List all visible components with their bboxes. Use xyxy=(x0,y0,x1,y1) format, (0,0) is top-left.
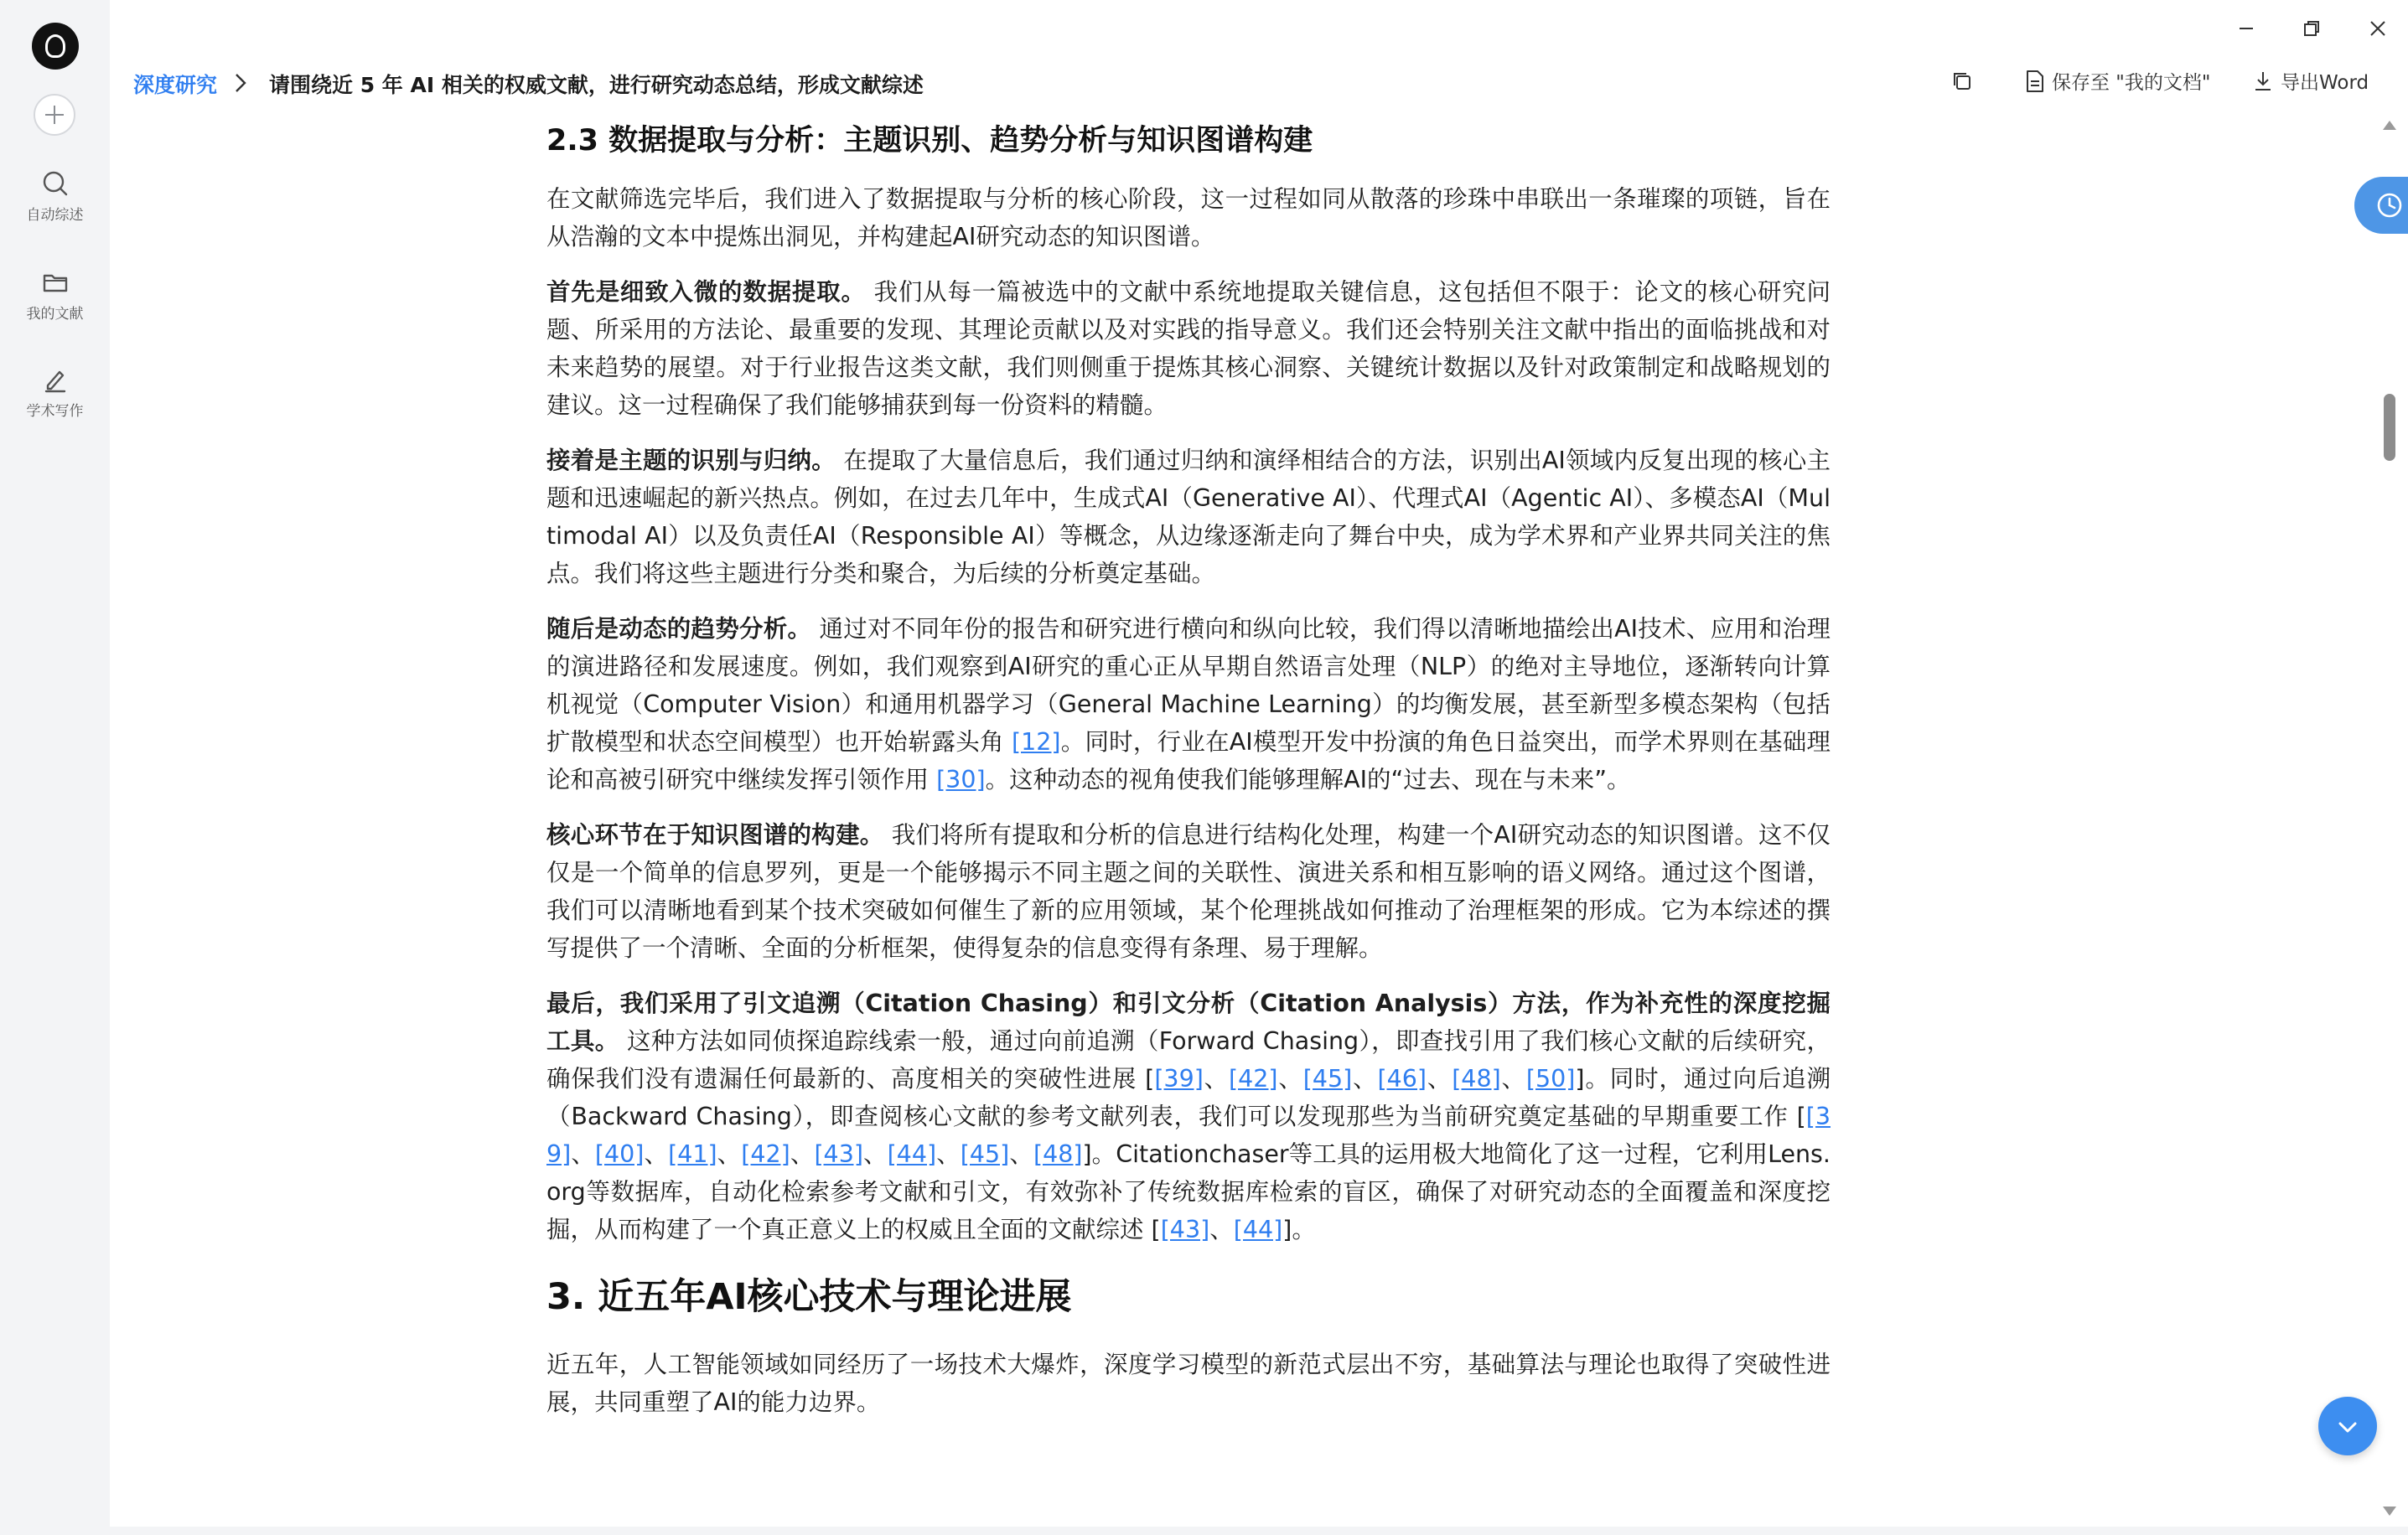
citation-link[interactable]: [44] xyxy=(1233,1216,1283,1243)
citation-link[interactable]: [43] xyxy=(1160,1216,1210,1243)
citation-link[interactable]: [40] xyxy=(594,1140,645,1168)
scrollbar-thumb[interactable] xyxy=(2384,394,2395,461)
app-logo[interactable] xyxy=(32,23,79,70)
history-button[interactable] xyxy=(2354,177,2408,234)
citation-link[interactable]: [45] xyxy=(1302,1065,1353,1093)
lead-bold: 核心环节在于知识图谱的构建。 xyxy=(546,821,884,849)
lead-bold: 最后，我们采用了引文追溯（Citation Chasing）和引文分析（Citation Analysis）方法，作为补充性的深度挖掘工具。 xyxy=(546,990,1831,1055)
document-icon xyxy=(2025,70,2045,93)
title-bar xyxy=(110,0,2408,114)
citation-link[interactable]: [46] xyxy=(1377,1065,1427,1093)
paragraph: 最后，我们采用了引文追溯（Citation Chasing）和引文分析（Citation Analysis）方法，作为补充性的深度挖掘工具。 这种方法如同侦探追踪线索一般，通过向前追溯（Forward Chasing），即查找引用了我们核心文献的后续研究，确保我们没有遗漏任何最新的、高度相关的突破性进展 [[39]、[42]、[45]、[46]、[48]、[50]]。同时，通过向后追溯（Backward Chasing），即查阅核心文献的参考文献列表，我们可以发现那些为当前研究奠定基础的早期重要工作 [[39]、[40]、[41]、[42]、[43]、[44]、[45]、[48]]。Citationchaser等工具的运用极大地简化了这一过程，它利用Lens.org等数据库，自动化检索参考文献和引文，有效弥补了传统数据库检索的盲区，确保了对研究动态的全面覆盖和深度挖掘，从而构建了一个真正意义上的权威且全面的文献综述 [[43]、[44]]。 xyxy=(546,990,1831,1243)
folder-icon xyxy=(41,268,70,297)
paragraph: 近五年，人工智能领域如同经历了一场技术大爆炸，深度学习模型的新范式层出不穷，基础算法与理论也取得了突破性进展，共同重塑了AI的能力边界。 xyxy=(546,1351,1831,1416)
citation-link[interactable]: [30] xyxy=(936,766,986,793)
export-word-button[interactable] xyxy=(2252,67,2369,95)
minimize-icon[interactable] xyxy=(2229,12,2263,45)
paragraph: 在文献筛选完毕后，我们进入了数据提取与分析的核心阶段，这一过程如同从散落的珍珠中串联出一条璀璨的项链，旨在从浩瀚的文本中提炼出洞见，并构建起AI研究动态的知识图谱。 xyxy=(546,185,1831,251)
section-heading-2-3: 2.3 数据提取与分析：主题识别、趋势分析与知识图谱构建 xyxy=(546,124,1313,158)
pen-icon xyxy=(41,365,70,394)
scrollbar[interactable] xyxy=(2379,114,2399,1530)
left-sidebar xyxy=(0,0,110,1535)
citation-link[interactable]: [50] xyxy=(1525,1065,1576,1093)
sidebar-item-label: 我的文献 xyxy=(26,306,84,323)
page-title: 请围绕近 5 年 AI 相关的权威文献，进行研究动态总结，形成文献综述 xyxy=(269,73,924,97)
close-icon[interactable] xyxy=(2361,12,2395,45)
citation-link[interactable]: [42] xyxy=(1229,1065,1278,1093)
citation-link[interactable]: [39] xyxy=(1154,1065,1204,1093)
scroll-up-arrow-icon[interactable] xyxy=(2383,121,2396,130)
document-body xyxy=(546,114,1831,1439)
sidebar-item-label: 自动综述 xyxy=(26,207,84,224)
sidebar-item-label: 学术写作 xyxy=(26,403,84,420)
citation-link[interactable]: [12] xyxy=(1012,728,1061,756)
copy-icon[interactable] xyxy=(1950,69,1975,94)
new-chat-button[interactable] xyxy=(34,94,75,136)
lead-bold: 首先是细致入微的数据提取。 xyxy=(546,278,866,306)
paragraph: 随后是动态的趋势分析。 通过对不同年份的报告和研究进行横向和纵向比较，我们得以清晰地描绘出AI技术、应用和治理的演进路径和发展速度。例如，我们观察到AI研究的重心正从早期自然语言处理（NLP）的绝对主导地位，逐渐转向计算机视觉（Computer Vision）和通用机器学习（General Machine Learning）的均衡发展，甚至新型多模态架构（包括扩散模型和状态空间模型）也开始崭露头角 [12]。同时，行业在AI模型开发中扮演的角色日益突出，而学术界则在基础理论和高被引研究中继续发挥引领作用 [30]。这种动态的视角使我们能够理解AI的“过去、现在与未来”。 xyxy=(546,615,1831,793)
search-icon xyxy=(41,169,70,198)
scroll-to-bottom-button[interactable] xyxy=(2318,1397,2377,1455)
save-label: 保存至 "我的文档" xyxy=(2052,72,2211,94)
save-to-my-docs-button[interactable] xyxy=(2025,67,2210,95)
citation-link[interactable]: [43] xyxy=(814,1140,863,1168)
sidebar-item-my-literature[interactable] xyxy=(0,268,110,323)
export-label: 导出Word xyxy=(2281,72,2369,94)
download-icon xyxy=(2252,70,2274,93)
lead-bold: 随后是动态的趋势分析。 xyxy=(546,615,812,643)
citation-link[interactable]: [44] xyxy=(887,1140,937,1168)
lead-bold: 接着是主题的识别与归纳。 xyxy=(546,447,836,474)
breadcrumb-root[interactable]: 深度研究 xyxy=(133,73,218,97)
paragraph: 首先是细致入微的数据提取。 我们从每一篇被选中的文献中系统地提取关键信息，这包括但不限于：论文的核心研究问题、所采用的方法论、最重要的发现、其理论贡献以及对实践的指导意义。我们还会特别关注文献中指出的面临挑战和对未来趋势的展望。对于行业报告这类文献，我们则侧重于提炼其核心洞察、关键统计数据以及针对政策制定和战略规划的建议。这一过程确保了我们能够捕获到每一份资料的精髓。 xyxy=(546,278,1831,419)
citation-link[interactable]: [48] xyxy=(1033,1140,1083,1168)
scroll-down-arrow-icon[interactable] xyxy=(2383,1507,2396,1516)
citation-link[interactable]: [45] xyxy=(960,1140,1010,1168)
document-viewport xyxy=(546,114,1831,1527)
restore-icon[interactable] xyxy=(2295,12,2328,45)
sidebar-item-auto-review[interactable] xyxy=(0,169,110,224)
paragraph: 核心环节在于知识图谱的构建。 我们将所有提取和分析的信息进行结构化处理，构建一个AI研究动态的知识图谱。这不仅仅是一个简单的信息罗列，更是一个能够揭示不同主题之间的关联性、演进关系和相互影响的语义网络。通过这个图谱，我们可以清晰地看到某个技术突破如何催生了新的应用领域，某个伦理挑战如何推动了治理框架的形成。它为本综述的撰写提供了一个清晰、全面的分析框架，使得复杂的信息变得有条理、易于理解。 xyxy=(546,821,1831,962)
citation-link[interactable]: [42] xyxy=(741,1140,790,1168)
sidebar-item-academic-writing[interactable] xyxy=(0,365,110,420)
citation-link[interactable]: [48] xyxy=(1452,1065,1501,1093)
citation-link[interactable]: [39] xyxy=(546,1103,1831,1168)
section-heading-3: 3. 近五年AI核心技术与理论进展 xyxy=(546,1276,1072,1318)
paragraph: 接着是主题的识别与归纳。 在提取了大量信息后，我们通过归纳和演绎相结合的方法，识别出AI领域内反复出现的核心主题和迅速崛起的新兴热点。例如，在过去几年中，生成式AI（Generative AI）、代理式AI（Agentic AI）、多模态AI（Multimodal AI）以及负责任AI（Responsible AI）等概念，从边缘逐渐走向了舞台中央，成为学术界和产业界共同关注的焦点。我们将这些主题进行分类和聚合，为后续的分析奠定基础。 xyxy=(546,447,1831,587)
citation-link[interactable]: [41] xyxy=(668,1140,717,1168)
clock-icon xyxy=(2374,190,2405,220)
chevron-down-icon xyxy=(2335,1415,2360,1440)
chevron-right-icon xyxy=(232,70,249,96)
